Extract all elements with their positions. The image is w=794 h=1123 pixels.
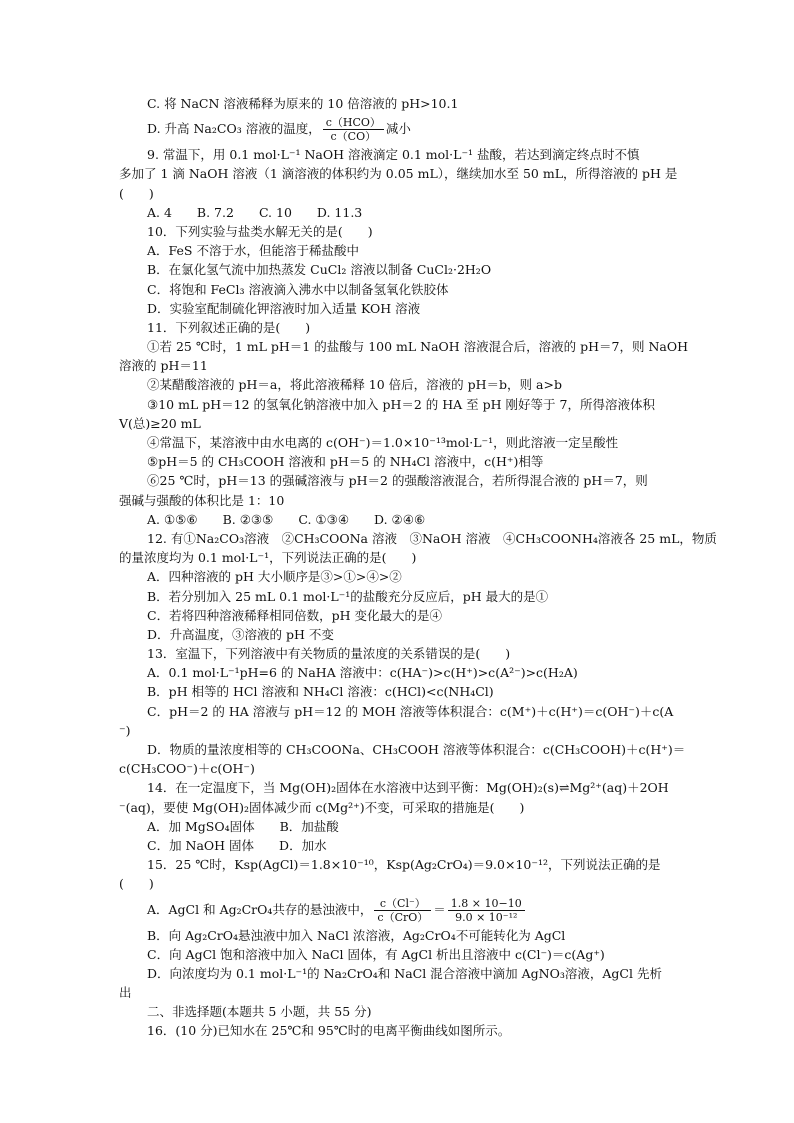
q11-options: A. ①⑤⑥ B. ②③⑤ C. ①③④ D. ②④⑥ [147, 511, 426, 527]
q12-stem: 12. 有①Na₂CO₃溶液 ②CH₃COONa 溶液 ③NaOH 溶液 ④CH₃COONH₄溶液各 25 mL，物质 [147, 530, 717, 546]
q14-stem: 14．在一定温度下，当 Mg(OH)₂固体在水溶液中达到平衡：Mg(OH)₂(s)⇌Mg²⁺(aq)＋2OH [147, 780, 669, 796]
q8-option-d: D. 升高 Na₂CO₃ 溶液的温度， $\frac{\text{c（HCO）}}{c(CO)}$ 减小 [147, 116, 411, 144]
q11-item-3: ③10 mL pH＝12 的氢氧化钠溶液中加入 pH＝2 的 HA 至 pH 刚好等于 7，所得溶液体积 [147, 396, 655, 412]
q15-option-c: C．向 AgCl 饱和溶液中加入 NaCl 固体，有 AgCl 析出且溶液中 c(Cl⁻)＝c(Ag⁺) [147, 946, 605, 962]
q10-stem: 10．下列实验与盐类水解无关的是( ) [147, 223, 373, 239]
q9-options: A. 4 B. 7.2 C. 10 D. 11.3 [147, 204, 363, 220]
q11-item-6-cont: 强碱与强酸的体积比是 1：10 [119, 492, 285, 508]
q11-item-5: ⑤pH＝5 的 CH₃COOH 溶液和 pH＝5 的 NH₄Cl 溶液中，c(H⁺)相等 [147, 454, 544, 470]
q11-item-1-cont: 溶液的 pH＝11 [119, 358, 208, 374]
q12-option-b: B．若分别加入 25 mL 0.1 mol·L⁻¹的盐酸充分反应后，pH 最大的是① [147, 588, 549, 604]
q12-option-c: C．若将四种溶液稀释相同倍数，pH 变化最大的是④ [147, 607, 442, 623]
q11-item-4: ④常温下，某溶液中由水电离的 c(OH⁻)＝1.0×10⁻¹³mol·L⁻¹，则此溶液一定呈酸性 [147, 435, 619, 450]
q10-option-c: C．将饱和 FeCl₃ 溶液滴入沸水中以制备氢氧化铁胶体 [147, 281, 449, 297]
q11-item-6: ⑥25 ℃时，pH＝13 的强碱溶液与 pH＝2 的强酸溶液混合，若所得混合液的 pH＝7，则 [147, 473, 648, 489]
q14-options-cd: C．加 NaOH 固体 D．加水 [147, 837, 327, 853]
q11-stem: 11．下列叙述正确的是( ) [147, 319, 311, 335]
q10-option-a: A．FeS 不溶于水，但能溶于稀盐酸中 [147, 243, 359, 259]
q10-option-d: D．实验室配制硫化钾溶液时加入适量 KOH 溶液 [147, 300, 421, 316]
q11-item-3-cont: V(总)≥20 mL [119, 415, 201, 431]
q15-option-b: B．向 Ag₂CrO₄悬浊液中加入 NaCl 浓溶液，Ag₂CrO₄不可能转化为 AgCl [147, 927, 566, 943]
q10-option-b: B．在氯化氢气流中加热蒸发 CuCl₂ 溶液以制备 CuCl₂·2H₂O [147, 262, 492, 278]
q13-option-d-cont: c(CH₃COO⁻)＋c(OH⁻) [119, 761, 255, 777]
fraction-cl-cro: $\frac{c(Cl^-)}{\text{c（CrO）}}$ [374, 897, 431, 924]
q13-option-d: D．物质的量浓度相等的 CH₃COONa、CH₃COOH 溶液等体积混合：c(CH₃COOH)＋c(H⁺)＝ [147, 742, 686, 757]
q16-stem: 16．(10 分)已知水在 25℃和 95℃时的电离平衡曲线如图所示。 [147, 1023, 511, 1039]
document-page [119, 94, 717, 1041]
q9-stem-cont: 多加了 1 滴 NaOH 溶液（1 滴溶液的体积约为 0.05 mL），继续加水至 50 mL，所得溶液的 pH 是 [119, 166, 678, 182]
q13-option-a: A．0.1 mol·L⁻¹pH=6 的 NaHA 溶液中：c(HA⁻)>c(H⁺)>c(A²⁻)>c(H₂A) [147, 665, 578, 681]
q11-item-1: ①若 25 ℃时，1 mL pH＝1 的盐酸与 100 mL NaOH 溶液混合后，溶液的 pH＝7，则 NaOH [147, 339, 689, 355]
q13-option-c: C．pH＝2 的 HA 溶液与 pH＝12 的 MOH 溶液等体积混合：c(M⁺)＋c(H⁺)＝c(OH⁻)＋c(A [147, 703, 674, 719]
q12-option-d: D．升高温度，③溶液的 pH 不变 [147, 626, 334, 642]
q14-options-ab: A．加 MgSO₄固体 B．加盐酸 [147, 818, 339, 834]
q8-option-c: C. 将 NaCN 溶液稀释为原来的 10 倍溶液的 pH>10.1 [147, 96, 459, 111]
q13-option-b: B．pH 相等的 HCl 溶液和 NH₄Cl 溶液：c(HCl)<c(NH₄Cl) [147, 684, 494, 700]
q15-option-d-cont: 出 [119, 985, 132, 1001]
q14-stem-cont: ⁻(aq)，要使 Mg(OH)₂固体减少而 c(Mg²⁺)不变，可采取的措施是( ) [119, 799, 525, 815]
q9-blank: ( ) [119, 185, 154, 201]
q11-item-2: ②某醋酸溶液的 pH＝a，将此溶液稀释 10 倍后，溶液的 pH＝b，则 a>b [147, 377, 562, 393]
q15-stem: 15．25 ℃时，Ksp(AgCl)＝1.8×10⁻¹⁰，Ksp(Ag₂CrO₄)＝9.0×10⁻¹²，下列说法正确的是 [147, 857, 661, 873]
q15-option-d: D．向浓度均为 0.1 mol·L⁻¹的 Na₂CrO₄和 NaCl 混合溶液中滴加 AgNO₃溶液，AgCl 先析 [147, 965, 662, 981]
fraction-hco-co: $\frac{\text{c（HCO）}}{c(CO)}$ [323, 116, 384, 143]
q15-option-a: A．AgCl 和 Ag₂CrO₄共存的悬浊液中， $\frac{c(Cl^-)}{\text{c（CrO）}}$ ＝ $\frac{1.8 \times 10-10}{\text{9.0 × 10⁻¹²}}$ [119, 894, 679, 926]
q15-blank: ( ) [119, 876, 154, 892]
q13-stem: 13．室温下，下列溶液中有关物质的量浓度的关系错误的是( ) [147, 646, 511, 662]
fraction-ksp-ratio: $\frac{1.8 \times 10-10}{\text{9.0 × 10⁻¹²}}$ [448, 897, 525, 924]
q12-option-a: A．四种溶液的 pH 大小顺序是③>①>④>② [147, 569, 402, 585]
q9-stem: 9. 常温下，用 0.1 mol·L⁻¹ NaOH 溶液滴定 0.1 mol·L⁻¹ 盐酸，若达到滴定终点时不慎 [147, 147, 640, 163]
section-two-heading: 二、非选择题(本题共 5 小题，共 55 分) [147, 1004, 372, 1020]
q12-stem-cont: 的量浓度均为 0.1 mol·L⁻¹，下列说法正确的是( ) [119, 550, 417, 566]
q13-option-c-cont: ⁻) [119, 722, 131, 738]
